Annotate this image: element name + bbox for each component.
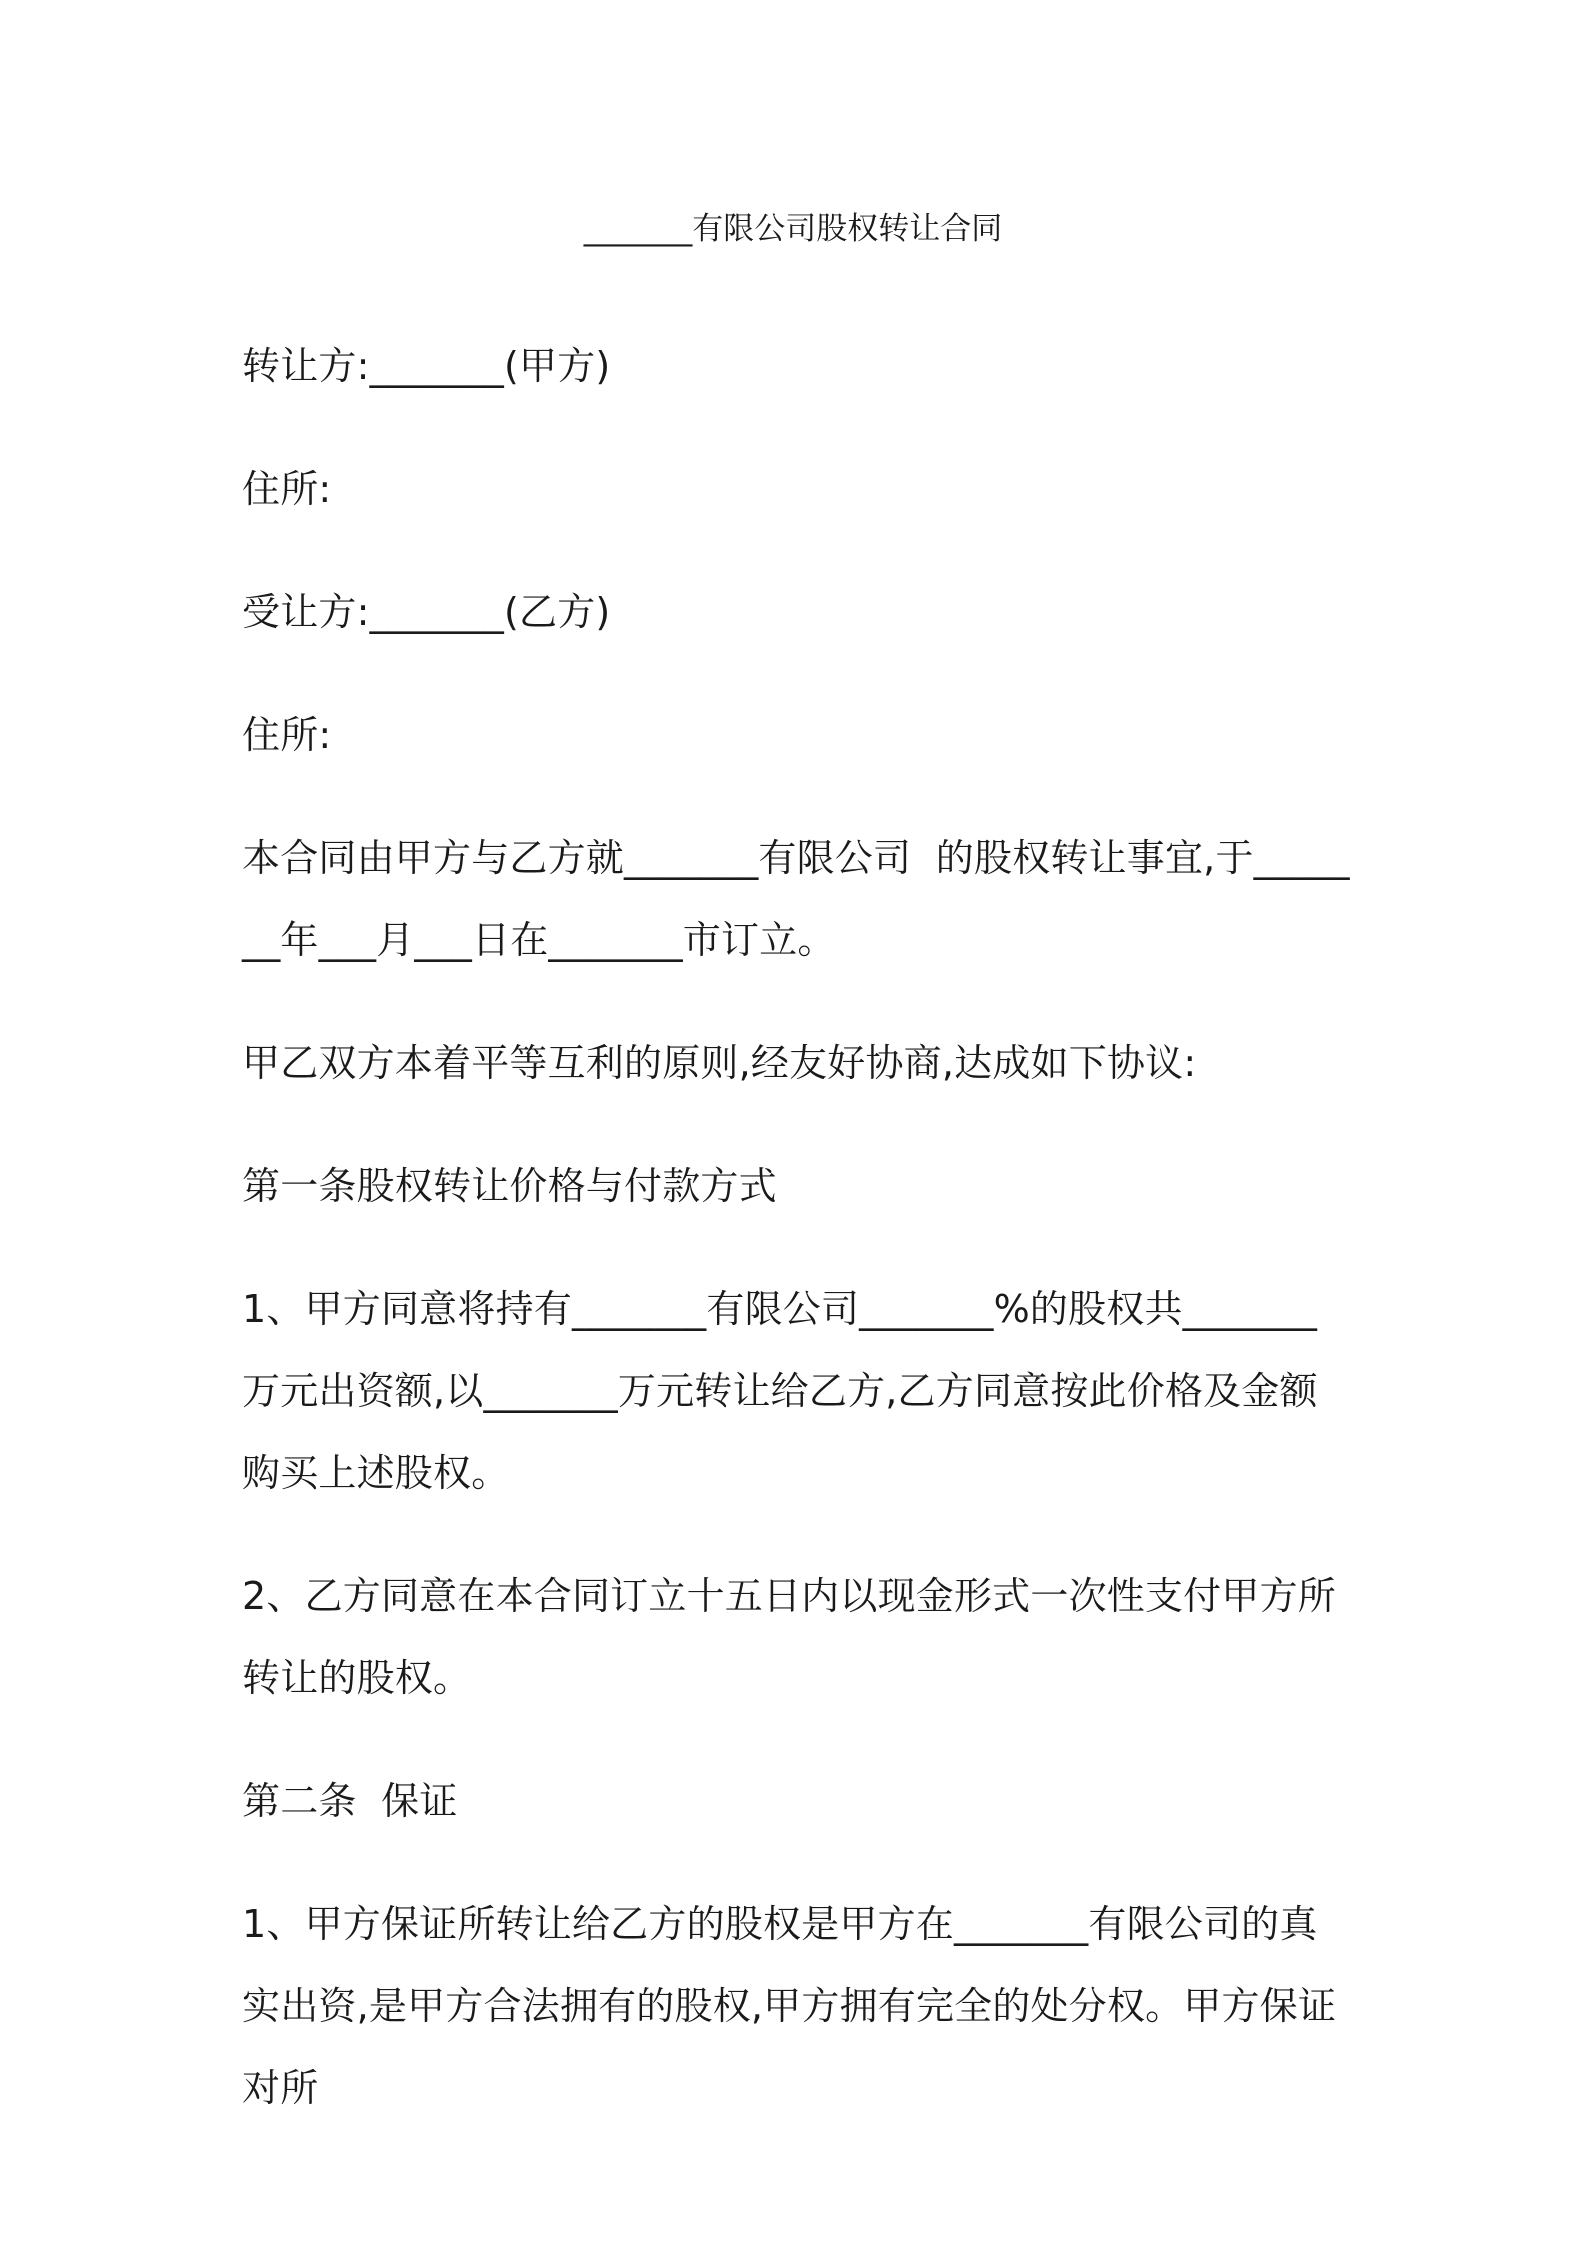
contract-intro-paragraph: 本合同由甲方与乙方就_______有限公司 的股权转让事宜,于_______年___月___日在_______市订立。	[242, 836, 1350, 962]
article-2-heading: 第二条 保证	[242, 1779, 458, 1823]
article-1-clause-2: 2、乙方同意在本合同订立十五日内以现金形式一次性支付甲方所转让的股权。	[242, 1574, 1336, 1700]
article-1-heading: 第一条股权转让价格与付款方式	[242, 1164, 777, 1208]
transferor-line: 转让方:_______(甲方)	[242, 344, 611, 388]
article-2-clause-1: 1、甲方保证所转让给乙方的股权是甲方在_______有限公司的真实出资,是甲方合法拥有的股权,甲方拥有完全的处分权。甲方保证对所	[242, 1902, 1337, 2110]
article-1-clause-1: 1、甲方同意将持有_______有限公司_______%的股权共_______万元出资额,以_______万元转让给乙方,乙方同意按此价格及金额购买上述股权。	[242, 1287, 1318, 1495]
transferee-address-line: 住所:	[242, 713, 332, 757]
transferor-address-line: 住所:	[242, 467, 332, 511]
transferee-line: 受让方:_______(乙方)	[242, 590, 611, 634]
document-body	[242, 325, 1352, 2170]
document-title: _______有限公司股权转让合同	[583, 211, 1003, 247]
agreement-preamble: 甲乙双方本着平等互利的原则,经友好协商,达成如下协议:	[242, 1041, 1197, 1085]
